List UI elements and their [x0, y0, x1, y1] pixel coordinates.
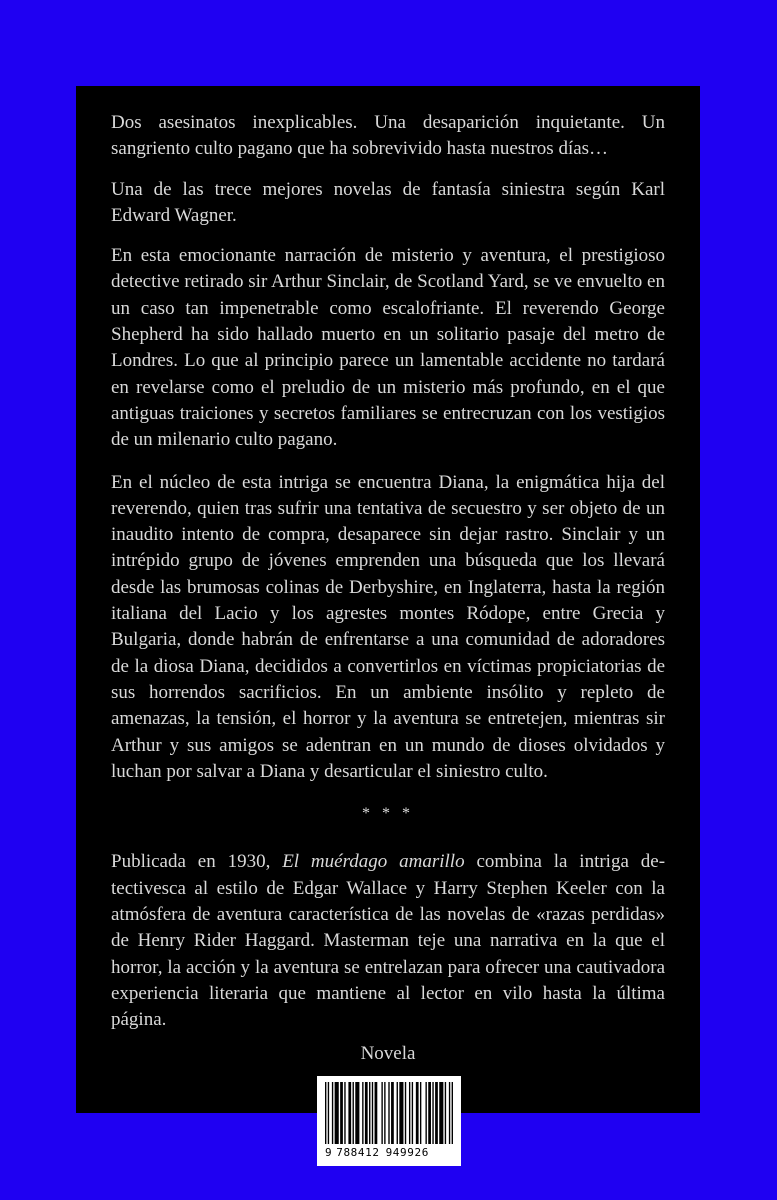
- barcode-bar: [372, 1082, 373, 1144]
- genre-label: Novela: [360, 1043, 416, 1064]
- barcode-bar: [409, 1082, 410, 1144]
- barcode-bar: [348, 1082, 351, 1144]
- barcode-bar: [428, 1082, 431, 1144]
- barcode-bar: [439, 1082, 443, 1144]
- barcode-bar: [432, 1082, 433, 1144]
- barcode-bar: [355, 1082, 359, 1144]
- barcode-bar: [416, 1082, 419, 1144]
- blurb-paragraph-1: Dos asesinatos inexplicables. Una desaparición inquietante. Un sangriento culto pagano que ha sobrevivido hasta nuestros días…: [111, 112, 665, 160]
- isbn-group-2: 949926: [385, 1146, 429, 1159]
- barcode-bar: [420, 1082, 421, 1144]
- section-separator: * * *: [362, 805, 414, 823]
- barcode-bar: [375, 1082, 378, 1144]
- barcode-bar: [328, 1082, 329, 1144]
- barcode-bar: [399, 1082, 403, 1144]
- barcode-bar: [435, 1082, 438, 1144]
- barcode-bar: [344, 1082, 345, 1144]
- back-cover-panel: [76, 86, 700, 1159]
- isbn-number: [325, 1146, 453, 1159]
- barcode-bar: [425, 1082, 426, 1144]
- barcode-bar: [449, 1082, 450, 1144]
- barcode-bar: [405, 1082, 406, 1144]
- barcode-bars: [325, 1082, 453, 1144]
- barcode-bar: [325, 1082, 326, 1144]
- barcode-bar: [381, 1082, 382, 1144]
- barcode-bar: [388, 1082, 389, 1144]
- blurb: [111, 110, 665, 1048]
- barcode-bar: [397, 1082, 398, 1144]
- barcode-bar: [391, 1082, 394, 1144]
- barcode-bar: [353, 1082, 354, 1144]
- isbn-barcode: [317, 1076, 461, 1166]
- barcode-bar: [452, 1082, 453, 1144]
- barcode-bar: [365, 1082, 368, 1144]
- blurb-paragraph-5: [111, 849, 665, 1033]
- isbn-lead-digit: 9: [325, 1146, 333, 1159]
- blurb-paragraph-4: En el núcleo de esta intriga se encuentra Diana, la enigmática hija del reverendo, quien tras sufrir una tentativa de secuestro y ser objeto de un inaudito intento de compra, desaparece sin dejar rastro. Sinclair y un intrépido grupo de jóvenes emprenden una búsqueda que los llevará desde las brumosas colinas de Derbyshire, en Inglaterra, hasta la región italiana del Lacio y los agrestes montes Ródope, entre Grecia y Bulgaria, donde habrán de enfrentarse a una comunidad de adoradores de la diosa Diana, decididos a convertirlos en víctimas propiciatorias de sus horrendos sacrificios. En un ambiente insólito y repleto de amenazas, la tensión, el horror y la aventura se entretejen, mientras sir Arthur y sus amigos se adentran en un mundo de dioses olvidados y luchan por salvar a Diana y desarticular el siniestro culto.: [111, 471, 665, 782]
- barcode-bar: [445, 1082, 446, 1144]
- barcode-bar: [369, 1082, 370, 1144]
- blurb-paragraph-3: En esta emocionante narración de misterio y aventura, el prestigioso detective retirado sir Arthur Sinclair, de Scotland Yard, se ve envuelto en un caso tan impenetrable como escalofriante. El reverendo George Shepherd ha sido hallado muerto en un solitario pasaje del metro de Londres. Lo que al principio parece un lamentable accidente no tardará en revelarse como el preludio de un misterio más profundo, en el que antiguas traiciones y secretos familiares se entrecruzan con los vestigios de un milenario culto pagano.: [111, 245, 665, 451]
- barcode-bar: [412, 1082, 413, 1144]
- isbn-group-1: 788412: [336, 1146, 380, 1159]
- blurb-paragraph-5-body: combina la intriga detectivesca al estilo de Edgar Wallace y Harry Stephen Keeler con la atmósfera de aventura característica de las novelas de «razas perdidas» de Henry Rider Haggard. Masterman teje una narrativa en la que el horror, la acción y la aventura se entrelazan para ofrecer una cautivadora experiencia literaria que mantiene al lector en vilo hasta la última página.: [111, 851, 666, 1031]
- barcode-bar: [335, 1082, 339, 1144]
- barcode-bar: [384, 1082, 385, 1144]
- book-title: El muérdago amarillo: [282, 851, 465, 873]
- blurb-paragraph-5-intro: Publicada en 1930,: [111, 851, 283, 873]
- blurb-paragraph-2: Una de las trece mejores novelas de fantasía siniestra según Karl Edward Wagner.: [111, 178, 665, 226]
- barcode-bar: [362, 1082, 363, 1144]
- barcode-bar: [340, 1082, 343, 1144]
- barcode-bar: [332, 1082, 333, 1144]
